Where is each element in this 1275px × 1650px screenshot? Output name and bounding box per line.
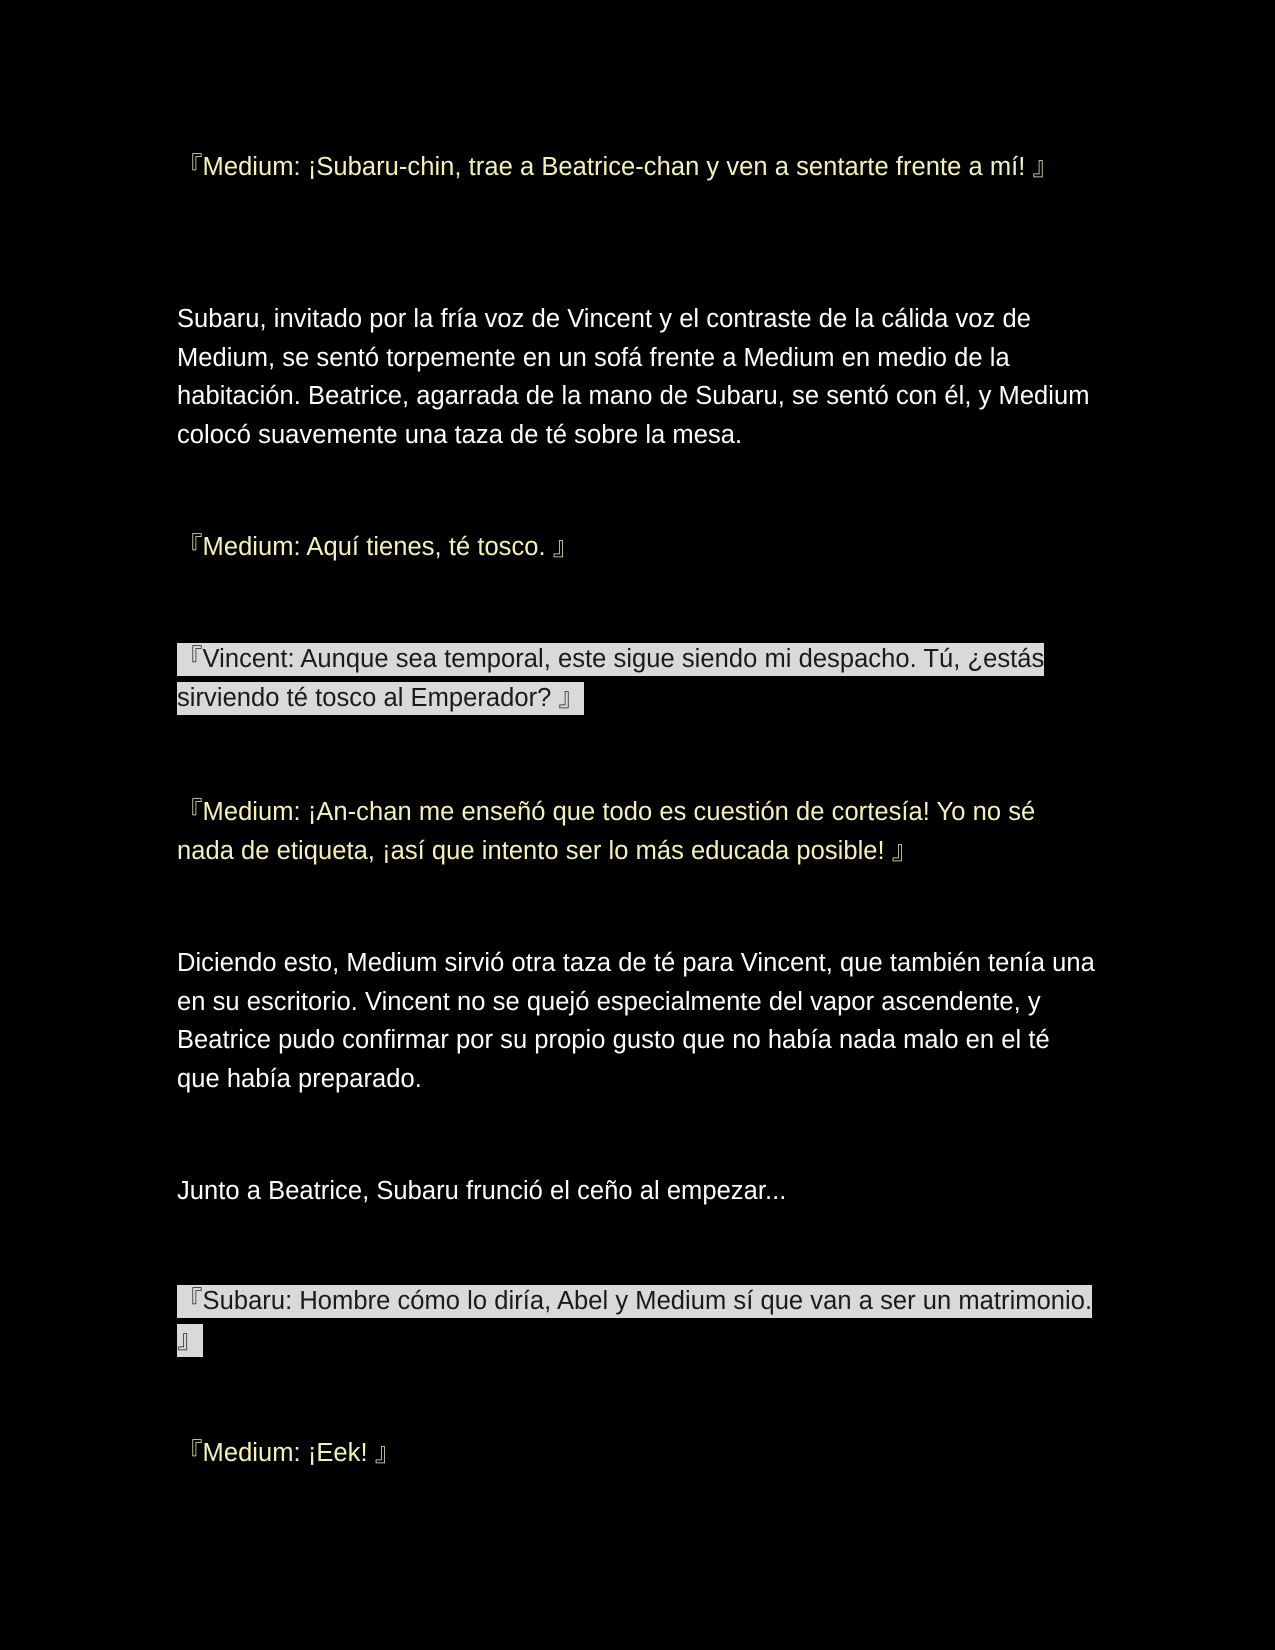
document-page	[177, 0, 1097, 1650]
narration-second-cup: Diciendo esto, Medium sirvió otra taza de té para Vincent, que también tenía una en su escritorio. Vincent no se quejó especialmente del vapor ascendente, y Beatrice pudo confirmar por su propio gusto que no había nada malo en el té que había preparado.	[177, 949, 1095, 1093]
dialog-vincent-highlighted	[177, 640, 1097, 717]
dialog-subaru-highlighted	[177, 1282, 1097, 1359]
narration-subaru-frown: Junto a Beatrice, Subaru frunció el ceño al empezar...	[177, 1177, 787, 1205]
dialog-medium-courtesy: 『Medium: ¡An-chan me enseñó que todo es cuestión de cortesía! Yo no sé nada de etiqueta, ¡así que intento ser lo más educada posible! 』	[177, 798, 1036, 865]
dialog-medium-invitation: 『Medium: ¡Subaru-chin, trae a Beatrice-chan y ven a sentarte frente a mí! 』	[177, 153, 1059, 181]
highlight-span: 『Vincent: Aunque sea temporal, este sigue siendo mi despacho. Tú, ¿estás sirviendo té tosco al Emperador? 』	[177, 643, 1044, 715]
dialog-medium-eek: 『Medium: ¡Eek! 』	[177, 1439, 401, 1467]
narration-sofa-scene: Subaru, invitado por la fría voz de Vincent y el contraste de la cálida voz de Medium, se sentó torpemente en un sofá frente a Medium en medio de la habitación. Beatrice, agarrada de la mano de Subaru, se sentó con él, y Medium colocó suavemente una taza de té sobre la mesa.	[177, 305, 1090, 449]
dialog-medium-tea-offer: 『Medium: Aquí tienes, té tosco. 』	[177, 533, 579, 561]
highlight-span: 『Subaru: Hombre cómo lo diría, Abel y Medium sí que van a ser un matrimonio. 』	[177, 1285, 1092, 1357]
